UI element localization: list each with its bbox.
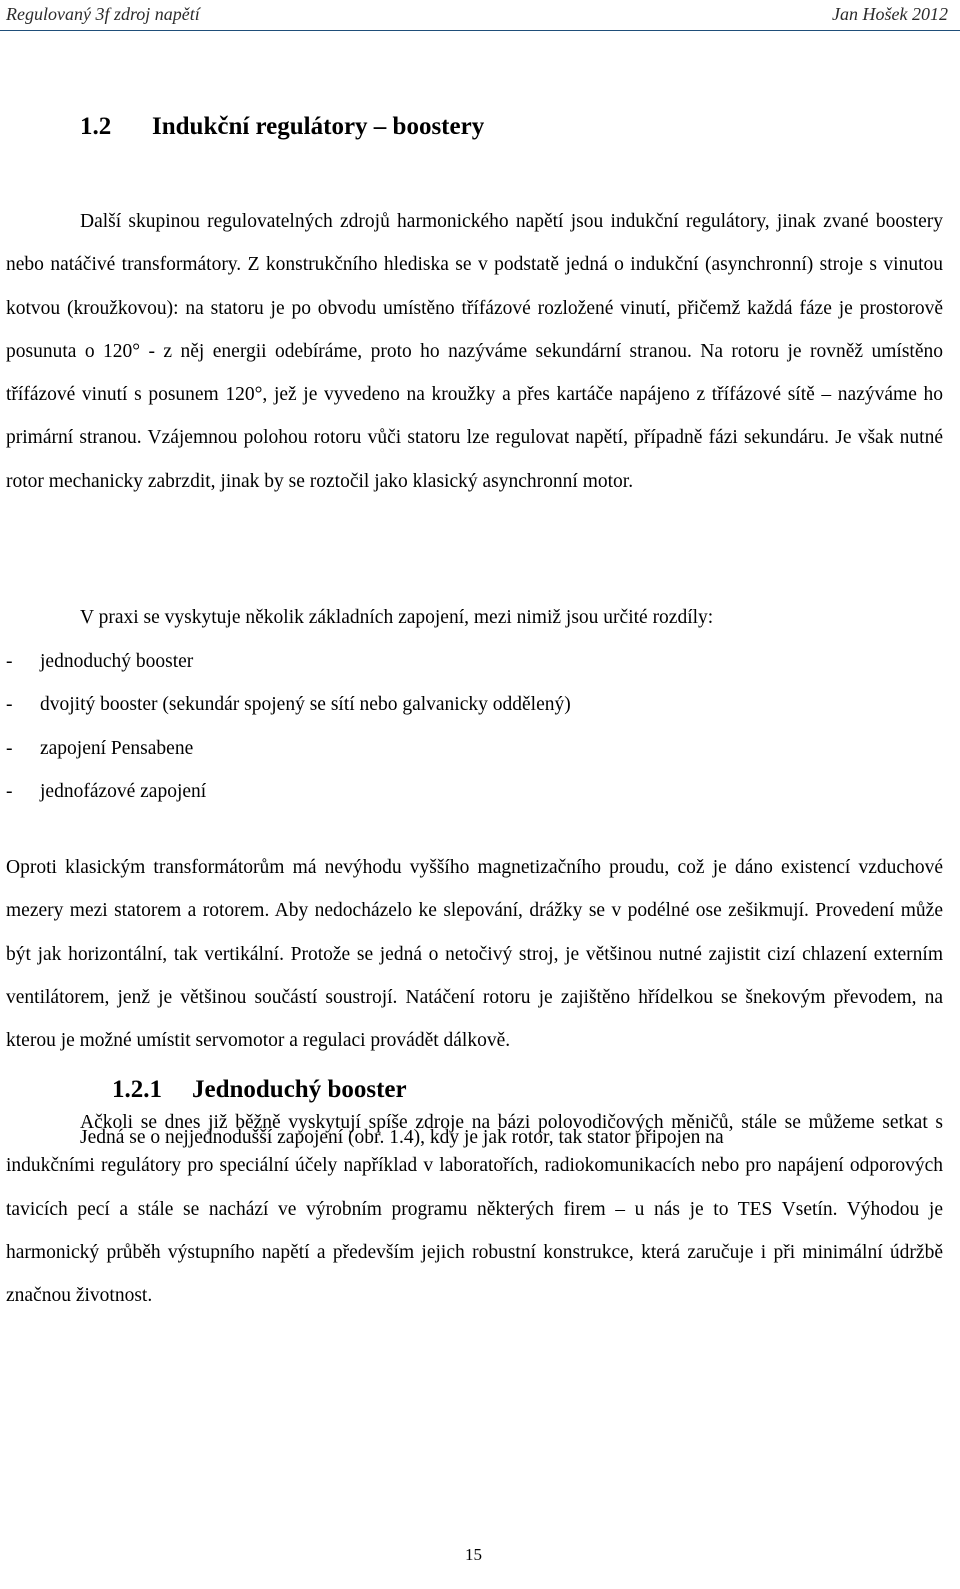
header-document-title: Regulovaný 3f zdroj napětí <box>6 4 200 24</box>
connection-types-list <box>6 640 571 813</box>
paragraph-connections-intro: V praxi se vyskytuje několik základních zapojení, mezi nimiž jsou určité rozdíly: <box>80 607 714 628</box>
paragraph-intro: Další skupinou regulovatelných zdrojů harmonického napětí jsou indukční regulátory, jinak zvané boostery nebo natáčivé transformátory. Z konstrukčního hlediska se v podstatě jedná o indukční (asynchronní) stroje s vinutou kotvou (kroužkovou): na statoru je po obvodu umístěno třífázové rozložené vinutí, přičemž každá fáze je prostorově posunuta o 120° - z něj energii odebíráme, proto ho nazýváme sekundární stranou. Na rotoru je rovněž umístěno třífázové vinutí s posunem 120°, jež je vyvedeno na kroužky a přes kartáče napájeno z třífázové sítě – nazýváme ho primární stranou. Vzájemnou polohou rotoru vůči statoru lze regulovat napětí, případně fázi sekundáru. Je však nutné rotor mechanicky zabrzdit, jinak by se roztočil jako klasický asynchronní motor. <box>6 211 943 492</box>
page-number: 15 <box>465 1545 482 1564</box>
list-item: - dvojitý booster (sekundár spojený se sítí nebo galvanicky oddělený) <box>6 694 571 716</box>
paragraph-simple-booster: Jedná se o nejjednodušší zapojení (obr. 1.4), kdy je jak rotor, tak stator připojen na <box>80 1127 724 1148</box>
subsection-heading <box>112 1076 407 1104</box>
header-author-year: Jan Hošek 2012 <box>832 4 948 24</box>
section-number: 1.2 <box>80 113 112 140</box>
list-item: - jednoduchý booster <box>6 651 194 672</box>
section-title: Indukční regulátory – boostery <box>152 113 485 140</box>
paragraph-usage: Ačkoli se dnes již běžně vyskytují spíše zdroje na bázi polovodičových měničů, stále se můžeme setkat s indukčními regulátory pro speciální účely například v laboratořích, radiokomunikacích nebo pro napájení odporových tavicích pecí a stále se nachází ve výrobním programu některých firem – u nás je to TES Vsetín. Výhodou je harmonický průběh výstupního napětí a především jejich robustní konstrukce, která zaručuje i při minimální údržbě značnou životnost. <box>6 1112 943 1307</box>
paragraph-disadvantages: Oproti klasickým transformátorům má nevýhodu vyššího magnetizačního proudu, což je dáno existencí vzduchové mezery mezi statorem a rotorem. Aby nedocházelo ke slepování, drážky se v podélné ose zešikmují. Provedení může být jak horizontální, tak vertikální. Protože se jedná o netočivý stroj, je většinou nutné zajistit cizí chlazení externím ventilátorem, jenž je většinou součástí soustrojí. Natáčení rotoru je zajištěno hřídelkou se šnekovým převodem, na kterou je možné umístit servomotor a regulaci provádět dálkově. <box>6 857 943 1052</box>
list-item: - jednofázové zapojení <box>6 780 207 802</box>
subsection-number: 1.2.1 <box>112 1076 162 1103</box>
section-heading <box>80 113 484 141</box>
subsection-title: Jednoduchý booster <box>192 1076 407 1103</box>
list-item: - zapojení Pensabene <box>6 737 194 759</box>
page-header <box>0 0 960 31</box>
